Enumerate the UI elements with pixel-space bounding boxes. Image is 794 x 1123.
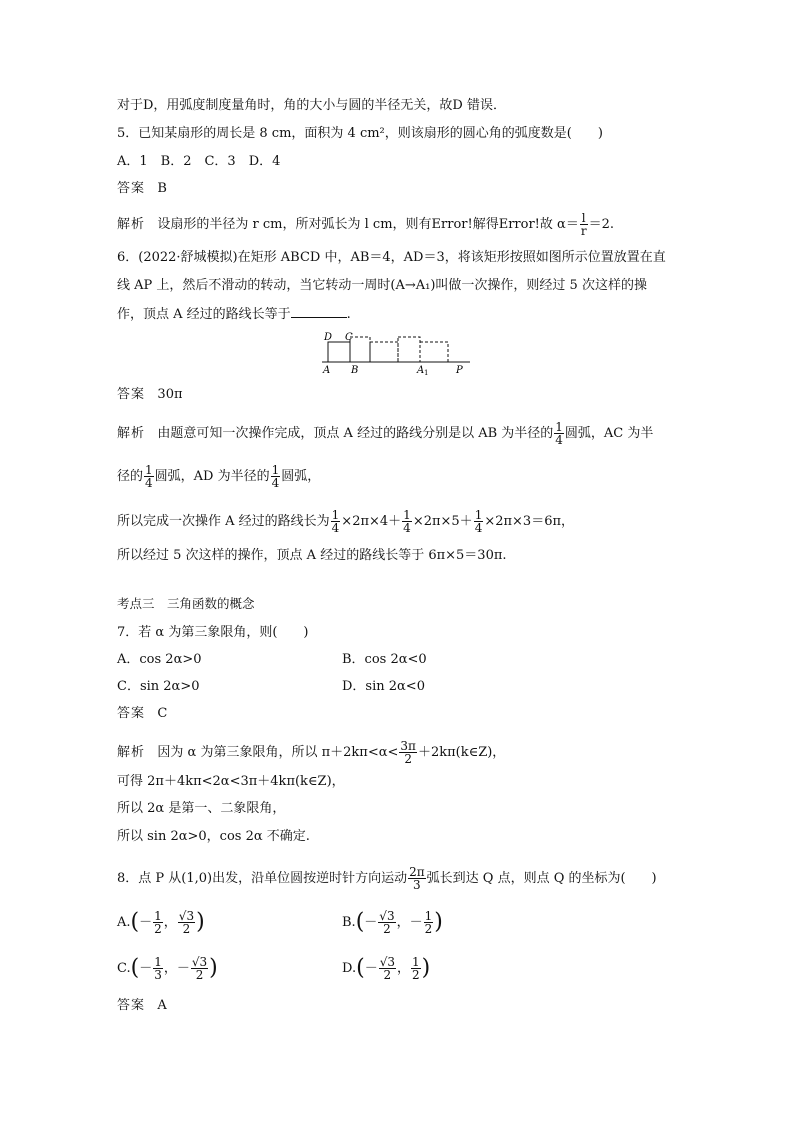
- fraction: [379, 956, 396, 981]
- fraction: [402, 509, 412, 534]
- paren: ): [421, 955, 431, 981]
- solution-label: 解析: [117, 217, 146, 232]
- solution-text: 设扇形的半径为 r cm，所对弧长为 l cm，则有Error!解得Error!故 α＝: [157, 217, 579, 232]
- label-a: A: [323, 365, 331, 376]
- fraction-denominator: 4: [145, 476, 153, 490]
- label-p: P: [456, 365, 463, 376]
- solution-6-line-1: [117, 421, 653, 446]
- answer-value: C: [157, 706, 168, 721]
- fraction-numerator: 1: [154, 955, 162, 969]
- solution-7-line-3: 所以 2α 是第一、二象限角，: [117, 801, 286, 816]
- question-8-option-b: [342, 910, 443, 935]
- fraction-numerator: 1: [145, 463, 153, 477]
- fraction: [424, 910, 434, 935]
- rectangle-abcd: [328, 342, 350, 362]
- question-7: 7．若 α 为第三象限角，则( ): [117, 625, 309, 640]
- section-heading: 考点三 三角函数的概念: [117, 596, 255, 611]
- fraction-numerator: 1: [403, 508, 411, 522]
- rectangle-rotation-figure: [318, 330, 478, 376]
- label-b: B: [351, 365, 359, 376]
- label-c: C: [345, 332, 353, 343]
- question-6-line-3: [117, 305, 351, 323]
- option-text: ，－: [163, 961, 190, 976]
- option-letter: A.: [117, 915, 131, 930]
- text-line: 对于D，用弧度制度量角时，角的大小与圆的半径无关，故D 错误．: [117, 98, 506, 113]
- solution-7-line-4: 所以 sin 2α>0，cos 2α 不确定.: [117, 829, 310, 844]
- solution-label: 解析: [117, 426, 146, 441]
- fraction-denominator: 2: [195, 968, 204, 982]
- option-letter: B.: [342, 915, 356, 930]
- fraction-denominator: 4: [403, 521, 411, 535]
- fraction-numerator: 1: [154, 909, 162, 923]
- option-letter: D.: [342, 961, 357, 976]
- fraction-numerator: 3π: [400, 739, 416, 753]
- option-text: ，－: [396, 915, 423, 930]
- fraction-numerator: l: [581, 211, 586, 225]
- solution-text: 径的: [117, 469, 144, 484]
- answer-label: 答案: [117, 181, 146, 196]
- option-text: －: [139, 915, 153, 930]
- question-text: 作，顶点 A 经过的路线长等于: [117, 307, 291, 322]
- answer-label: 答案: [117, 998, 146, 1013]
- rotated-rectangle-2: [370, 342, 398, 362]
- solution-text: ＝2.: [588, 217, 614, 232]
- paren: (: [130, 955, 140, 981]
- solution-text: ×2π×3＝6π，: [484, 514, 575, 529]
- fraction-numerator: 1: [474, 508, 483, 522]
- rotated-rectangle-4: [420, 342, 448, 362]
- paren: ): [434, 909, 443, 935]
- question-8: [117, 866, 657, 891]
- question-8-option-d: [342, 956, 430, 981]
- solution-text: 由题意可知一次操作完成，顶点 A 经过的路线分别是以 AB 为半径的: [157, 426, 554, 441]
- fraction-numerator: √3: [178, 909, 195, 923]
- fraction-denominator: 2: [182, 922, 191, 936]
- fraction-numerator: 1: [412, 955, 420, 969]
- question-5: 5．已知某扇形的周长是 8 cm，面积为 4 cm²，则该扇形的圆心角的弧度数是( ): [117, 126, 603, 141]
- question-7-option-a: A．cos 2α>0: [117, 652, 202, 667]
- rotated-rectangle-1: [350, 337, 370, 362]
- fraction-denominator: 4: [331, 521, 340, 535]
- fraction-denominator: 2: [154, 922, 162, 936]
- fraction-denominator: 2: [383, 968, 392, 982]
- question-7-option-d: D．sin 2α<0: [342, 679, 425, 694]
- solution-text: 所以完成一次操作 A 经过的路线长为: [117, 514, 330, 529]
- fraction-denominator: 3: [154, 968, 162, 982]
- question-6-line-1: 6．(2022·舒城模拟)在矩形 ABCD 中，AB＝4，AD＝3，将该矩形按照如图所示位置放置在直: [117, 250, 666, 265]
- question-5-options: A．1 B．2 C．3 D．4: [117, 154, 281, 169]
- fraction-numerator: √3: [191, 955, 208, 969]
- solution-text: 圆弧，AC 为半: [564, 426, 654, 441]
- option-text: ，: [163, 915, 177, 930]
- label-a1: A: [417, 365, 425, 376]
- fraction: [144, 464, 154, 489]
- fraction-denominator: 2: [424, 922, 433, 936]
- question-8-option-c: [117, 956, 218, 981]
- solution-text: ×2π×5＋: [412, 514, 473, 529]
- fraction: [399, 740, 417, 765]
- fraction: [178, 910, 195, 935]
- question-6-line-2: 线 AP 上，然后不滑动的转动，当它转动一周时(A→A₁)叫做一次操作，则经过 5 次这样的操: [117, 278, 647, 293]
- question-7-option-b: B．cos 2α<0: [342, 652, 427, 667]
- solution-6-line-4: 所以经过 5 次这样的操作，顶点 A 经过的路线长等于 6π×5＝30π.: [117, 548, 507, 563]
- solution-7-line-2: 可得 2π＋4kπ<2α<3π＋4kπ(k∈Z)，: [117, 774, 345, 789]
- fraction: [153, 956, 163, 981]
- fraction-denominator: 4: [474, 521, 483, 535]
- fraction-numerator: 1: [424, 909, 433, 923]
- fraction-denominator: r: [580, 224, 587, 238]
- solution-5: [117, 212, 614, 237]
- option-text: －: [364, 915, 378, 930]
- option-text: ，: [396, 961, 410, 976]
- fraction: [408, 866, 426, 891]
- solution-label: 解析: [117, 745, 146, 760]
- paren: ): [209, 955, 218, 981]
- paren: (: [130, 909, 140, 935]
- fraction-denominator: 3: [413, 878, 421, 892]
- paren: (: [355, 909, 365, 935]
- answer-value: 30π: [157, 387, 183, 402]
- fraction: [331, 509, 341, 534]
- question-text: 弧长到达 Q 点，则点 Q 的坐标为( ): [426, 871, 657, 886]
- solution-text: 圆弧，: [281, 469, 321, 484]
- option-text: －: [364, 961, 378, 976]
- answer-7: [117, 706, 167, 722]
- fraction-numerator: √3: [379, 909, 395, 923]
- fraction-denominator: 4: [271, 476, 280, 490]
- fraction: [474, 509, 484, 534]
- fraction-denominator: 2: [412, 968, 420, 982]
- answer-blank: [291, 305, 347, 318]
- question-8-option-a: [117, 910, 205, 935]
- label-a1-subscript: 1: [424, 369, 429, 376]
- answer-value: B: [157, 181, 167, 196]
- fraction-denominator: 2: [383, 922, 391, 936]
- rotated-rectangle-3: [398, 337, 420, 362]
- fraction-denominator: 2: [404, 752, 412, 766]
- answer-value: A: [157, 998, 167, 1013]
- fraction: [580, 212, 588, 237]
- fraction: [378, 910, 395, 935]
- fraction-numerator: 2π: [409, 865, 425, 879]
- fraction: [271, 464, 281, 489]
- fraction: [153, 910, 163, 935]
- label-d: D: [324, 332, 333, 343]
- fraction: [411, 956, 421, 981]
- answer-label: 答案: [117, 387, 146, 402]
- paren: ): [196, 909, 205, 935]
- option-text: －: [139, 961, 153, 976]
- fraction-numerator: 1: [331, 508, 340, 522]
- solution-7-line-1: [117, 740, 505, 765]
- solution-6-line-2: [117, 464, 320, 489]
- paren: (: [356, 955, 365, 981]
- answer-label: 答案: [117, 706, 146, 721]
- fraction: [554, 421, 564, 446]
- fraction-numerator: √3: [379, 955, 395, 969]
- answer-6: [117, 387, 183, 403]
- fraction-denominator: 4: [555, 433, 563, 447]
- fraction-numerator: 1: [271, 463, 280, 477]
- question-7-option-c: C．sin 2α>0: [117, 679, 200, 694]
- option-letter: C.: [117, 961, 131, 976]
- solution-text: 因为 α 为第三象限角，所以 π＋2kπ<α<: [157, 745, 399, 760]
- solution-text: ＋2kπ(k∈Z)，: [417, 745, 506, 760]
- solution-6-line-3: [117, 509, 574, 534]
- fraction-numerator: 1: [555, 420, 563, 434]
- question-text: .: [346, 307, 351, 322]
- fraction: [191, 956, 208, 981]
- solution-text: ×2π×4＋: [341, 514, 402, 529]
- question-text: 8．点 P 从(1,0)出发，沿单位圆按逆时针方向运动: [117, 871, 408, 886]
- solution-text: 圆弧，AD 为半径的: [154, 469, 270, 484]
- answer-5: [117, 181, 167, 197]
- answer-8: [117, 998, 167, 1014]
